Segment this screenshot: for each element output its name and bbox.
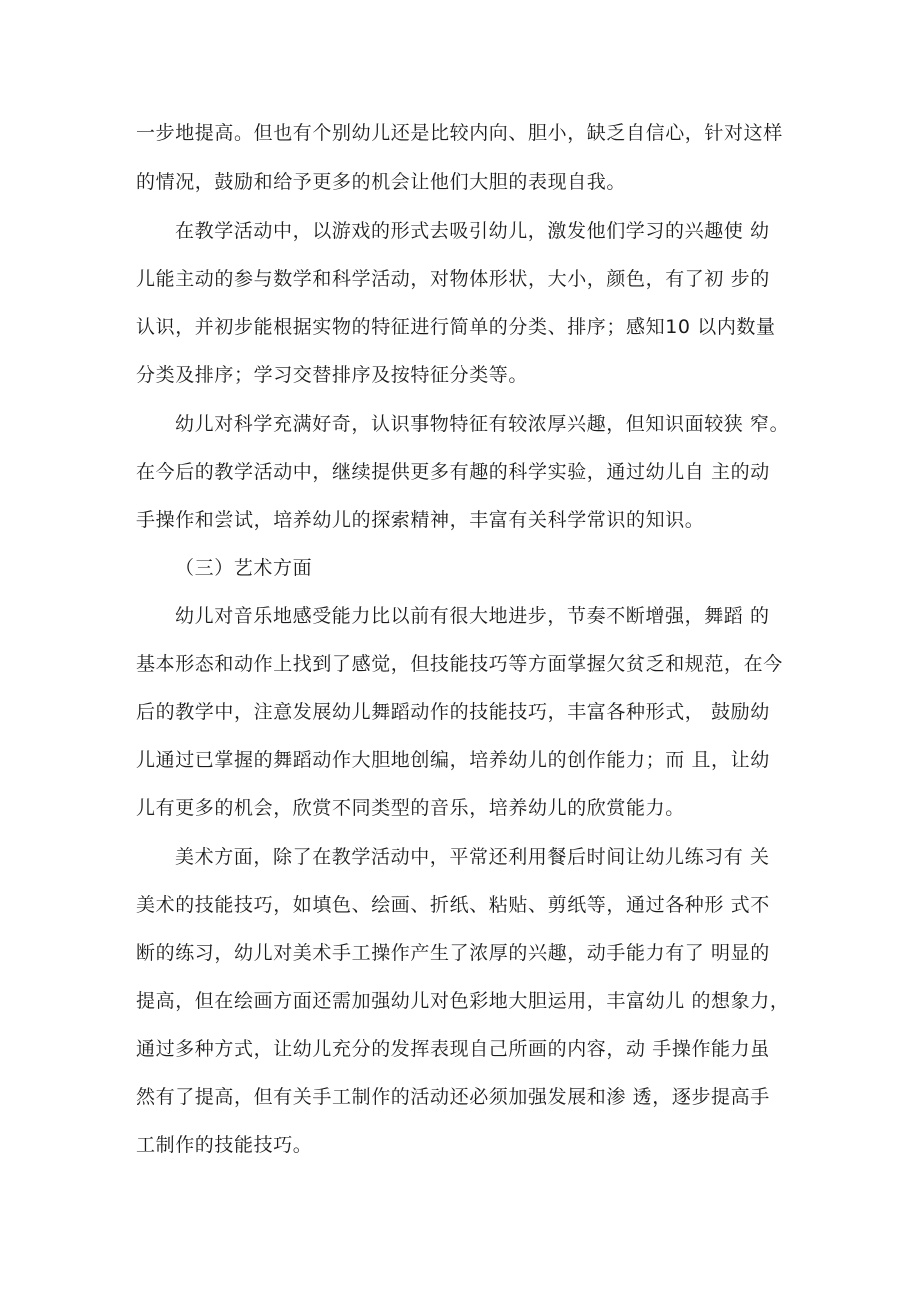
text-line: 然有了提高，但有关手工制作的活动还必须加强发展和渗 透，逐步提高手 xyxy=(136,1086,770,1108)
text-line: 儿通过已掌握的舞蹈动作大胆地创编，培养幼儿的创作能力；而 且，让幼 xyxy=(136,749,770,771)
text-line: 在今后的教学活动中，继续提供更多有趣的科学实验，通过幼儿自 主的动 xyxy=(136,461,770,483)
paragraph-first-line: 在教学活动中，以游戏的形式去吸引幼儿，激发他们学习的兴趣使 幼 xyxy=(175,220,770,242)
paragraph-first-line: 幼儿对科学充满好奇，认识事物特征有较浓厚兴趣，但知识面较狭 窄。 xyxy=(175,413,790,435)
paragraph-first-line: 美术方面，除了在教学活动中，平常还利用餐后时间让幼儿练习有 关 xyxy=(175,846,770,868)
text-line: 基本形态和动作上找到了感觉，但技能技巧等方面掌握欠贫乏和规范，在今 xyxy=(136,653,783,675)
section-heading: （三）艺术方面 xyxy=(175,557,313,579)
text-line: 儿有更多的机会，欣赏不同类型的音乐，培养幼儿的欣赏能力。 xyxy=(136,797,685,819)
text-line: 手操作和尝试，培养幼儿的探索精神，丰富有关科学常识的知识。 xyxy=(136,509,705,531)
text-line: 认识，并初步能根据实物的特征进行简单的分类、排序；感知10 以内数量 xyxy=(136,316,776,338)
text-line: 儿能主动的参与数学和科学活动，对物体形状，大小，颜色，有了初 步的 xyxy=(136,268,770,290)
text-line: 一步地提高。但也有个别幼儿还是比较内向、胆小，缺乏自信心，针对这样 xyxy=(136,122,783,144)
paragraph-first-line: 幼儿对音乐地感受能力比以前有很大地进步，节奏不断增强，舞蹈 的 xyxy=(175,605,770,627)
text-line: 断的练习，幼儿对美术手工操作产生了浓厚的兴趣，动手能力有了 明显的 xyxy=(136,942,770,964)
text-line: 提高，但在绘画方面还需加强幼儿对色彩地大胆运用，丰富幼儿 的想象力， xyxy=(136,990,790,1012)
text-line: 分类及排序；学习交替排序及按特征分类等。 xyxy=(136,364,529,386)
text-line: 工制作的技能技巧。 xyxy=(136,1134,313,1156)
text-line: 后的教学中，注意发展幼儿舞蹈动作的技能技巧，丰富各种形式， 鼓励幼 xyxy=(136,701,770,723)
text-line: 美术的技能技巧，如填色、绘画、折纸、粘贴、剪纸等，通过各种形 式不 xyxy=(136,894,770,916)
text-line: 通过多种方式，让幼儿充分的发挥表现自己所画的内容，动 手操作能力虽 xyxy=(136,1038,770,1060)
text-line: 的情况，鼓励和给予更多的机会让他们大胆的表现自我。 xyxy=(136,171,627,193)
